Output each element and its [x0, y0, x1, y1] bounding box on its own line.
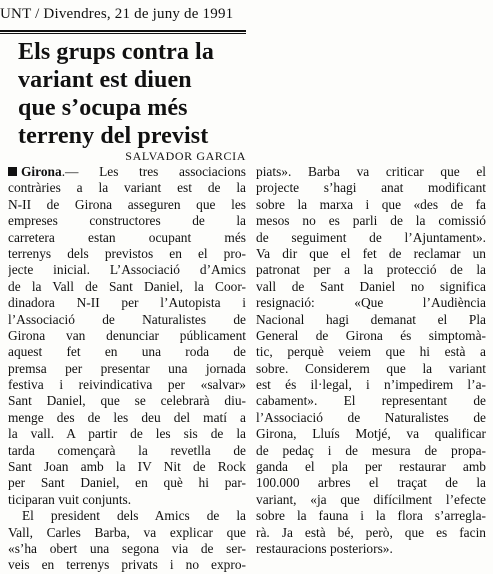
text-line: Vall, Carles Barba, va explicar que	[8, 524, 246, 540]
text-line: veis en terrenys privats i no expro-	[8, 557, 246, 573]
text-line: piats». Barba va criticar que el	[256, 164, 486, 179]
text-line: la vall. A partir de les sis de la	[8, 426, 246, 442]
text-line: Sant Joan amb la IV Nit de Rock	[8, 459, 246, 475]
text-line: projecte s’hagi anat modificant	[256, 180, 486, 196]
text-line: N-II de Girona asseguren que les	[8, 196, 246, 212]
header-rule-thin	[0, 33, 246, 34]
text-line: mesos no es parli de la comissió	[256, 213, 486, 229]
bullet-square-icon	[8, 167, 17, 176]
text-line: Va dir que el fet de reclamar un	[256, 245, 486, 261]
text-line: aquest fet en una roda de	[8, 344, 246, 360]
text-line: carretera estan ocupant més	[8, 229, 246, 245]
article-byline: SALVADOR GARCIA	[125, 149, 246, 163]
text-line: patronat per a la protecció de la	[256, 262, 486, 278]
text-line: de pedaç i de mesura de propa-	[256, 442, 486, 458]
text-line: Girona.— Les tres associacions	[8, 164, 246, 180]
dateline-dash: .—	[61, 164, 100, 179]
text-line: variant, «ja que difícilment l’efecte	[256, 491, 486, 507]
text-line: sobre la marxa i que «des de fa	[256, 196, 486, 212]
newspaper-header: UNT / Divendres, 21 de juny de 1991	[0, 6, 234, 22]
text-line: 100.000 arbres el traçat de la	[256, 475, 486, 491]
text-line: de la Vall de Sant Daniel, la Coor-	[8, 278, 246, 294]
text-line: El president dels Amics de la	[22, 508, 246, 524]
text-line: tarda començarà la revetlla de	[8, 442, 246, 458]
text-line: contràries a la variant est de la	[8, 180, 246, 196]
text-line: ticiparan vuit conjunts.	[8, 491, 132, 507]
text-line: premsa per presentar una jornada	[8, 360, 246, 376]
text-line: ganda el pla per restaurar amb	[256, 459, 486, 475]
text-line: tic, perquè veiem que hi està a	[256, 344, 486, 360]
dateline-place: Girona	[21, 164, 62, 179]
article-column-right	[256, 164, 486, 557]
text-line: Nacional hagi demanat el Pla	[256, 311, 486, 327]
text-line: empreses constructores de la	[8, 213, 246, 229]
text-line: l’Associació de Naturalistes de	[256, 409, 486, 425]
text-line: jecte inicial. L’Associació d’Amics	[8, 262, 246, 278]
headline-line: que s’ocupa més	[18, 95, 188, 121]
text-line: «s’ha obert una segona via de ser-	[8, 540, 246, 556]
headline-line: terreny del previst	[18, 123, 209, 149]
text-line: Sant Daniel, que se celebrarà diu-	[8, 393, 246, 409]
article-column-left	[8, 164, 246, 574]
text-line: terrenys dels previstos en el pro-	[8, 245, 246, 261]
text-line: General de Girona és simptomà-	[256, 327, 486, 343]
text-line: menge des de les deu del matí a	[8, 409, 246, 425]
text-line: est és il·legal, i n’impedirem l’a-	[256, 377, 486, 393]
text-line: resignació: «Que l’Audiència	[256, 295, 486, 311]
text-line: sobre la fauna i la flora s’arregla-	[256, 508, 486, 524]
text-line: Girona, Lluís Motjé, va qualificar	[256, 426, 486, 442]
header-rule	[0, 30, 246, 32]
article-headline	[18, 38, 246, 150]
text-line: cabament». El representant de	[256, 393, 486, 409]
text-line: de seguiment de l’Ajuntament».	[256, 229, 486, 245]
text-line: rà. Ja està bé, però, que es facin	[256, 524, 486, 540]
text-line: festiva i reivindicativa per «salvar»	[8, 377, 246, 393]
text-line: per Sant Daniel, en què hi par-	[8, 475, 246, 491]
text-line: l’Associació de Naturalistes de	[8, 311, 246, 327]
text-line: restauracions posteriors».	[256, 540, 393, 556]
headline-line: variant est diuen	[18, 67, 192, 93]
text-line: sobre. Considerem que la variant	[256, 360, 486, 376]
text-line: Girona van denunciar públicament	[8, 327, 246, 343]
headline-line: Els grups contra la	[18, 39, 214, 65]
text-line: vall de Sant Daniel no significa	[256, 278, 486, 294]
text-line: dinadora N-II per l’Autopista i	[8, 295, 246, 311]
